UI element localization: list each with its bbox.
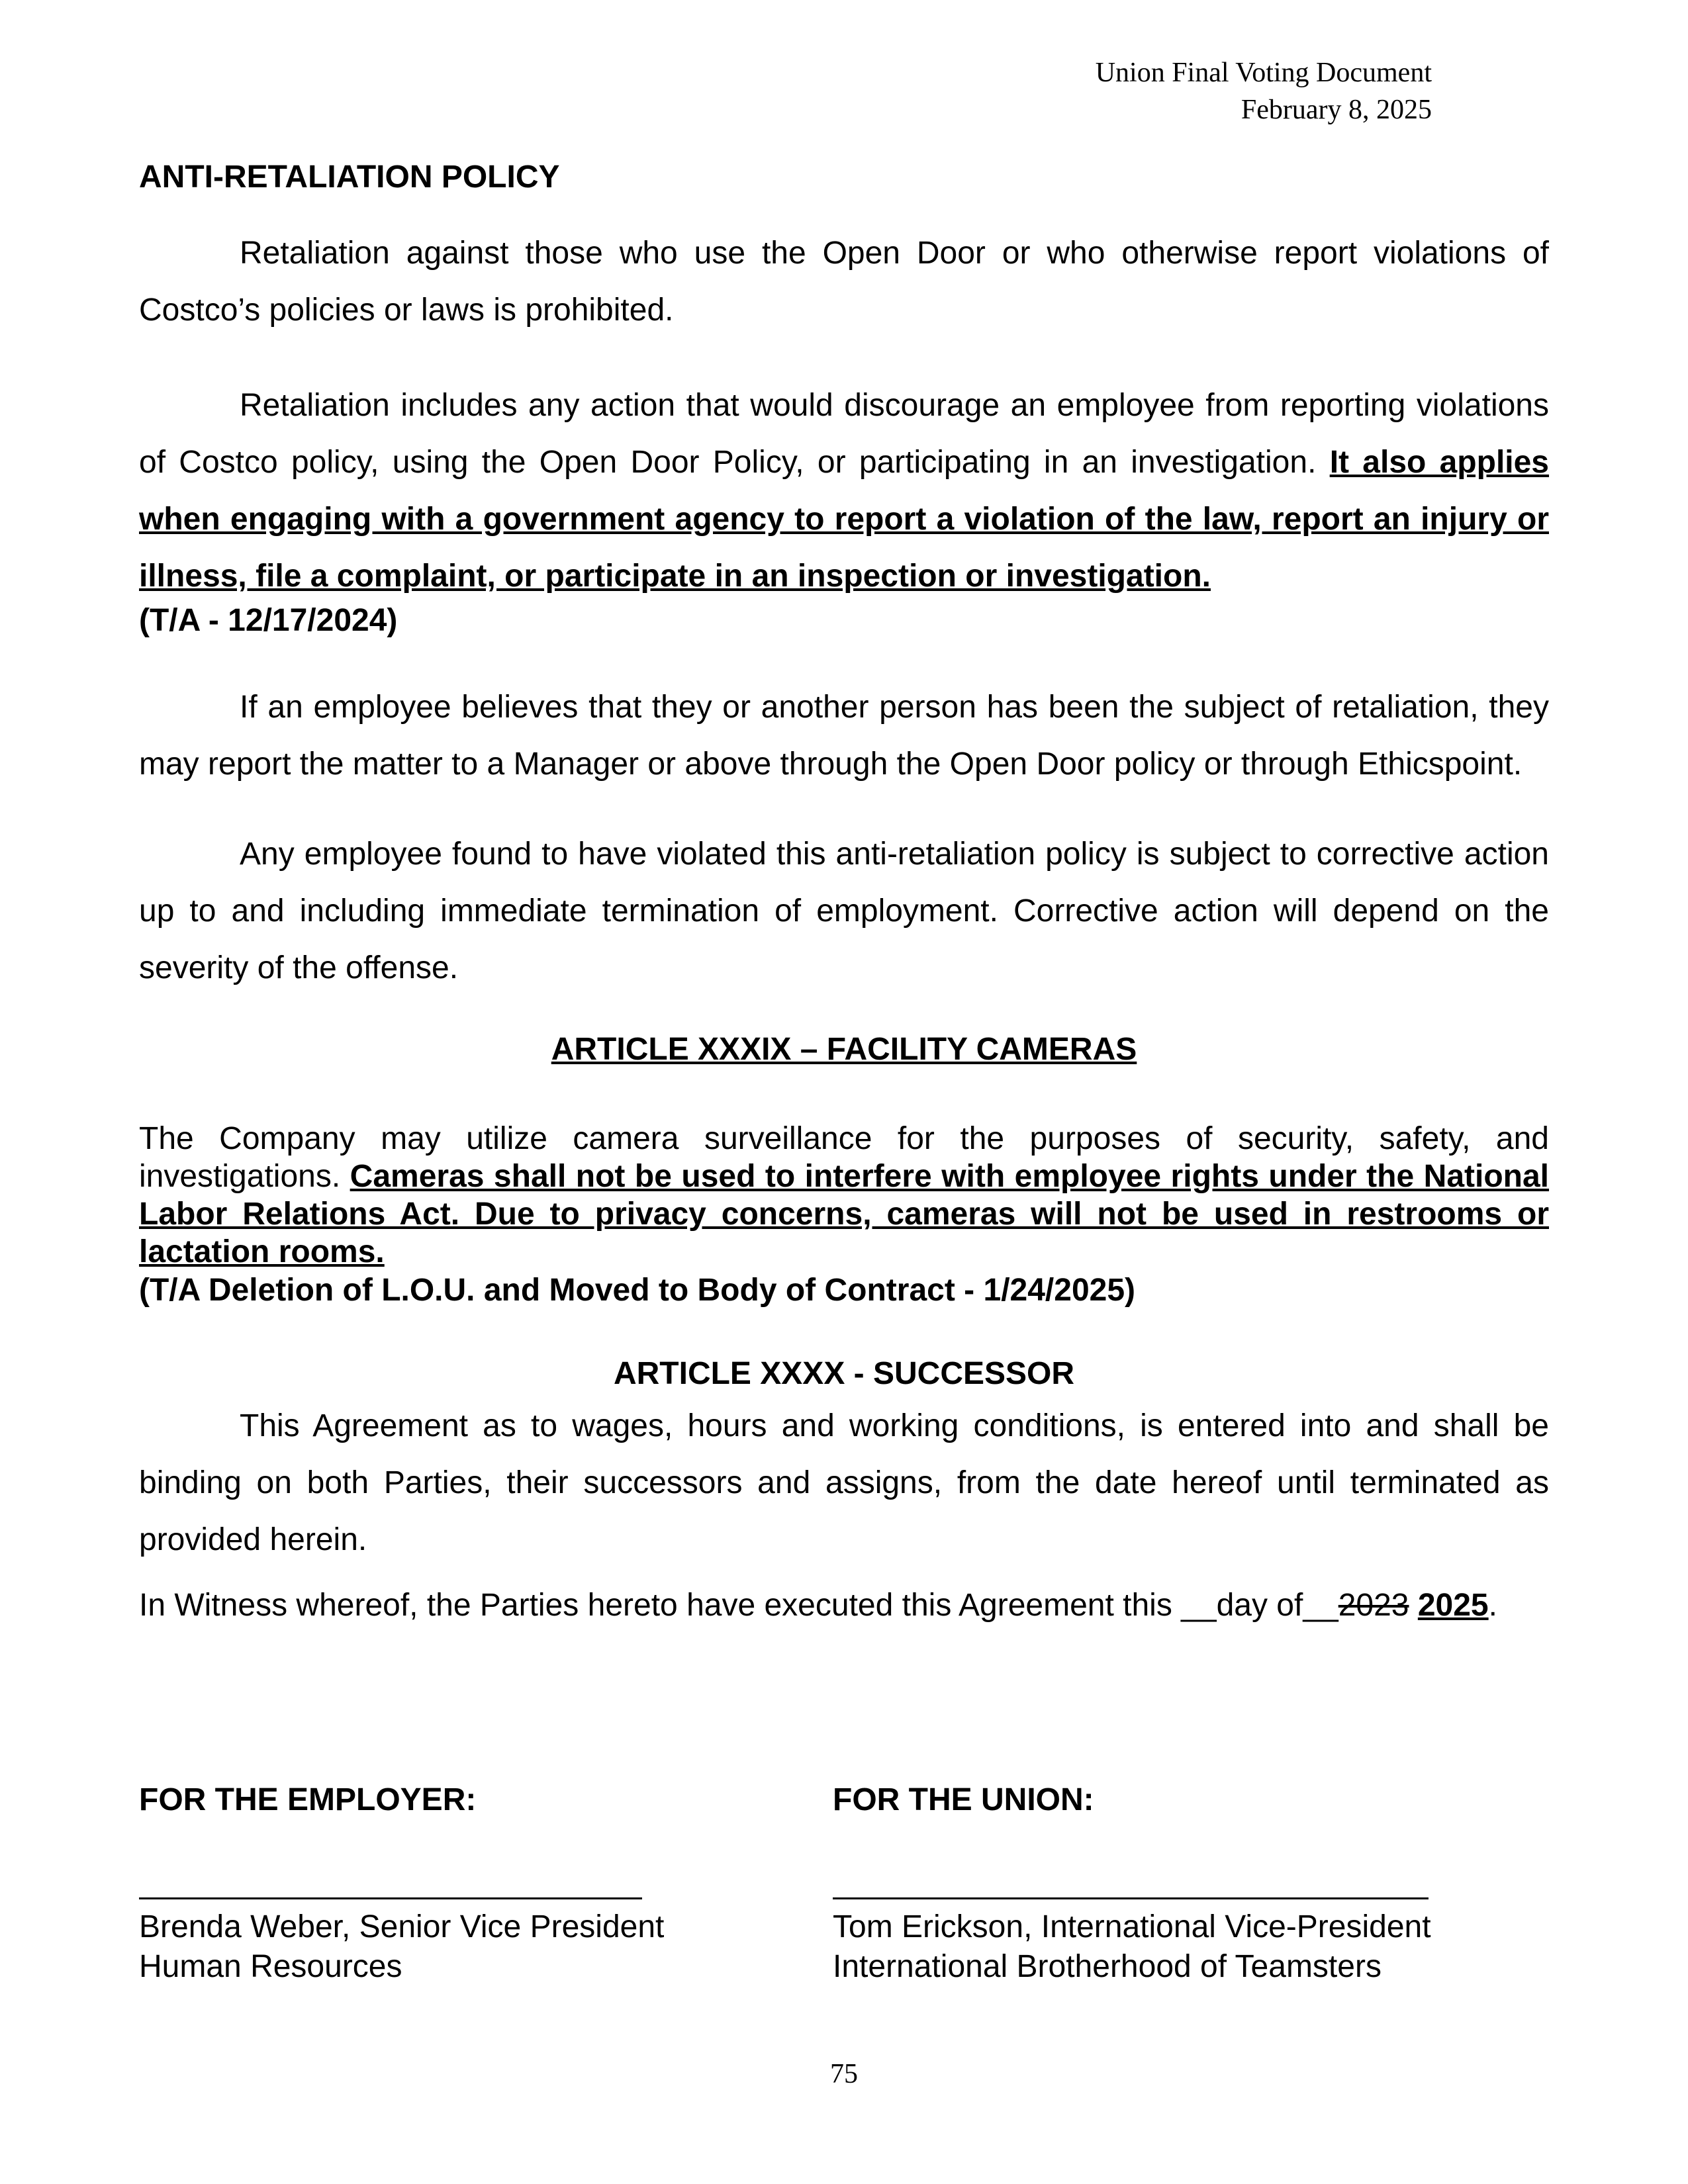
anti-retaliation-paragraph-4: Any employee found to have violated this anti-retaliation policy is subject to corrective action up to and including immediate termination of employment. Corrective action will depend on the severity of the offense. (139, 837, 1549, 985)
union-signature-line (833, 1896, 1429, 1899)
witness-text: In Witness whereof, the Parties hereto have executed this Agreement this __day of__ (139, 1588, 1338, 1623)
union-name: Tom Erickson, International Vice-President (833, 1909, 1431, 1944)
header-title: Union Final Voting Document (1095, 58, 1432, 88)
article-39-added-text: Cameras shall not be used to interfere with employee rights under the National Labor Relations Act. Due to privacy concerns, cameras will not be used in restrooms or lactation rooms. (139, 1159, 1550, 1269)
article-40-heading: ARTICLE XXXX - SUCCESSOR (613, 1356, 1075, 1391)
employer-signature-block (139, 1780, 665, 1987)
document-header (1096, 54, 1432, 128)
union-signatory (833, 1907, 1429, 1987)
header-date: February 8, 2025 (1241, 95, 1432, 125)
new-year: 2025 (1417, 1588, 1489, 1623)
witness-period: . (1488, 1588, 1497, 1623)
document-body (139, 158, 1549, 1625)
paragraph-2-added-text: It also applies when engaging with a government agency to report a violation of the law, report an injury or illness, file a complaint, or participate in an inspection or investigation. (139, 445, 1550, 594)
employer-label: FOR THE EMPLOYER: (139, 1782, 477, 1817)
article-39-heading: ARTICLE XXXIX – FACILITY CAMERAS (551, 1032, 1137, 1067)
article-39-text: The Company may utilize camera surveillance for the purposes of security, safety, and investigations. (139, 1121, 1549, 1194)
anti-retaliation-paragraph-1: Retaliation against those who use the Open Door or who otherwise report violations of Costco’s policies or laws is prohibited. (139, 236, 1549, 328)
union-organization: International Brotherhood of Teamsters (833, 1949, 1382, 1984)
employer-signature-line (139, 1896, 642, 1899)
employer-signatory (139, 1907, 665, 1987)
struck-year: 2023 (1338, 1588, 1409, 1623)
anti-retaliation-paragraph-2 (139, 377, 1549, 605)
ta-note-12-17-2024: (T/A - 12/17/2024) (139, 603, 398, 638)
employer-name: Brenda Weber, Senior Vice President (139, 1909, 665, 1944)
paragraph-2-text: Retaliation includes any action that would discourage an employee from reporting violations of Costco policy, using the Open Door Policy, or participating in an investigation. (139, 388, 1549, 480)
anti-retaliation-paragraph-3: If an employee believes that they or another person has been the subject of retaliation, they may report the matter to a Manager or above through the Open Door policy or through Ethicspoint. (139, 690, 1549, 782)
ta-note-1-24-2025: (T/A Deletion of L.O.U. and Moved to Body of Contract - 1/24/2025) (139, 1273, 1136, 1308)
article-39-paragraph (139, 1120, 1549, 1271)
employer-department: Human Resources (139, 1949, 402, 1984)
witness-line (139, 1586, 1549, 1625)
article-40-paragraph: This Agreement as to wages, hours and working conditions, is entered into and shall be binding on both Parties, their successors and assigns, from the date hereof until terminated as provided herein. (139, 1408, 1549, 1557)
page-number: 75 (830, 2059, 858, 2089)
union-label: FOR THE UNION: (833, 1782, 1094, 1817)
anti-retaliation-heading: ANTI-RETALIATION POLICY (139, 159, 560, 195)
union-signature-block (833, 1780, 1429, 1987)
